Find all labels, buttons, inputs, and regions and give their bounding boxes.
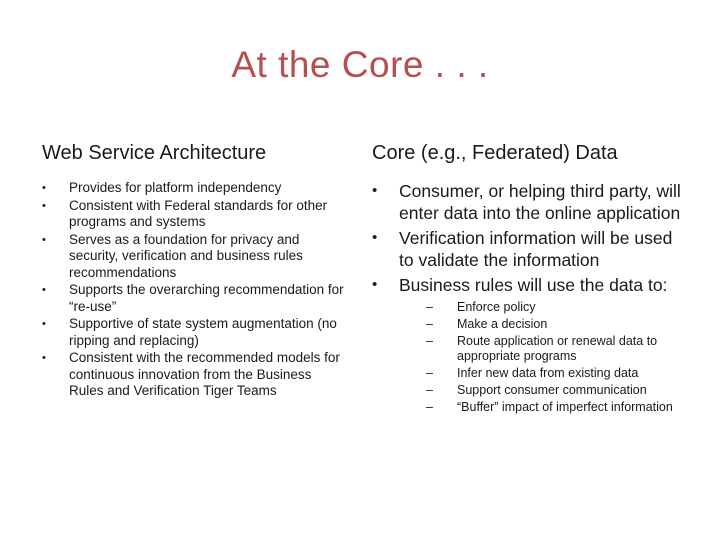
dash-icon: – bbox=[426, 366, 433, 380]
list-item: • Supportive of state system augmentation (no ripping and replacing) bbox=[42, 316, 337, 348]
left-column bbox=[42, 142, 347, 401]
dash-icon: – bbox=[426, 300, 433, 314]
bullet-icon: • bbox=[42, 233, 46, 246]
sub-list-item: – Support consumer communication bbox=[426, 383, 647, 397]
list-item: • Serves as a foundation for privacy and security, verification and business rules recommendations bbox=[42, 231, 303, 280]
left-heading: Web Service Architecture bbox=[42, 142, 267, 164]
bullet-icon: • bbox=[42, 199, 46, 212]
dash-icon: – bbox=[426, 334, 433, 348]
bullet-icon: • bbox=[42, 284, 46, 296]
list-item: • Consumer, or helping third party, will enter data into the online application bbox=[372, 181, 681, 223]
right-column bbox=[372, 142, 687, 418]
bullet-icon: • bbox=[42, 182, 46, 194]
list-item: • Supports the overarching recommendation for “re-use” bbox=[42, 282, 344, 314]
list-item: • Provides for platform independency bbox=[42, 180, 282, 195]
sub-list-item: – Route application or renewal data to appropriate programs bbox=[426, 334, 658, 363]
list-item: • Consistent with Federal standards for other programs and systems bbox=[42, 197, 328, 229]
dash-icon: – bbox=[426, 400, 433, 414]
bullet-icon: • bbox=[372, 229, 378, 246]
list-item: • Verification information will be used to validate the information bbox=[372, 228, 673, 270]
dash-icon: – bbox=[426, 383, 433, 397]
bullet-icon: • bbox=[372, 276, 378, 293]
sub-list-item: – Make a decision bbox=[426, 317, 548, 331]
dash-icon: – bbox=[426, 317, 433, 331]
right-bullet-list bbox=[372, 180, 687, 415]
sub-list-item: – Infer new data from existing data bbox=[426, 366, 639, 380]
sub-list bbox=[399, 300, 687, 415]
list-item: • Business rules will use the data to: – Enforce policy – Make a decision – Route application or renewal data to appropriate programs – Infer new data from existing data – Support consumer communication – “Buffer” impact of imperfect information bbox=[372, 274, 687, 415]
slide-title: At the Core . . . bbox=[231, 44, 489, 85]
sub-list-item: – Enforce policy bbox=[426, 300, 536, 314]
list-item: • Consistent with the recommended models for continuous innovation from the Business Rules and Verification Tiger Teams bbox=[42, 350, 340, 398]
sub-list-item: – “Buffer” impact of imperfect information bbox=[426, 400, 673, 414]
bullet-icon: • bbox=[42, 352, 46, 364]
bullet-icon: • bbox=[42, 318, 46, 330]
bullet-icon: • bbox=[372, 182, 378, 199]
right-heading: Core (e.g., Federated) Data bbox=[372, 142, 618, 164]
left-bullet-list bbox=[42, 180, 347, 400]
